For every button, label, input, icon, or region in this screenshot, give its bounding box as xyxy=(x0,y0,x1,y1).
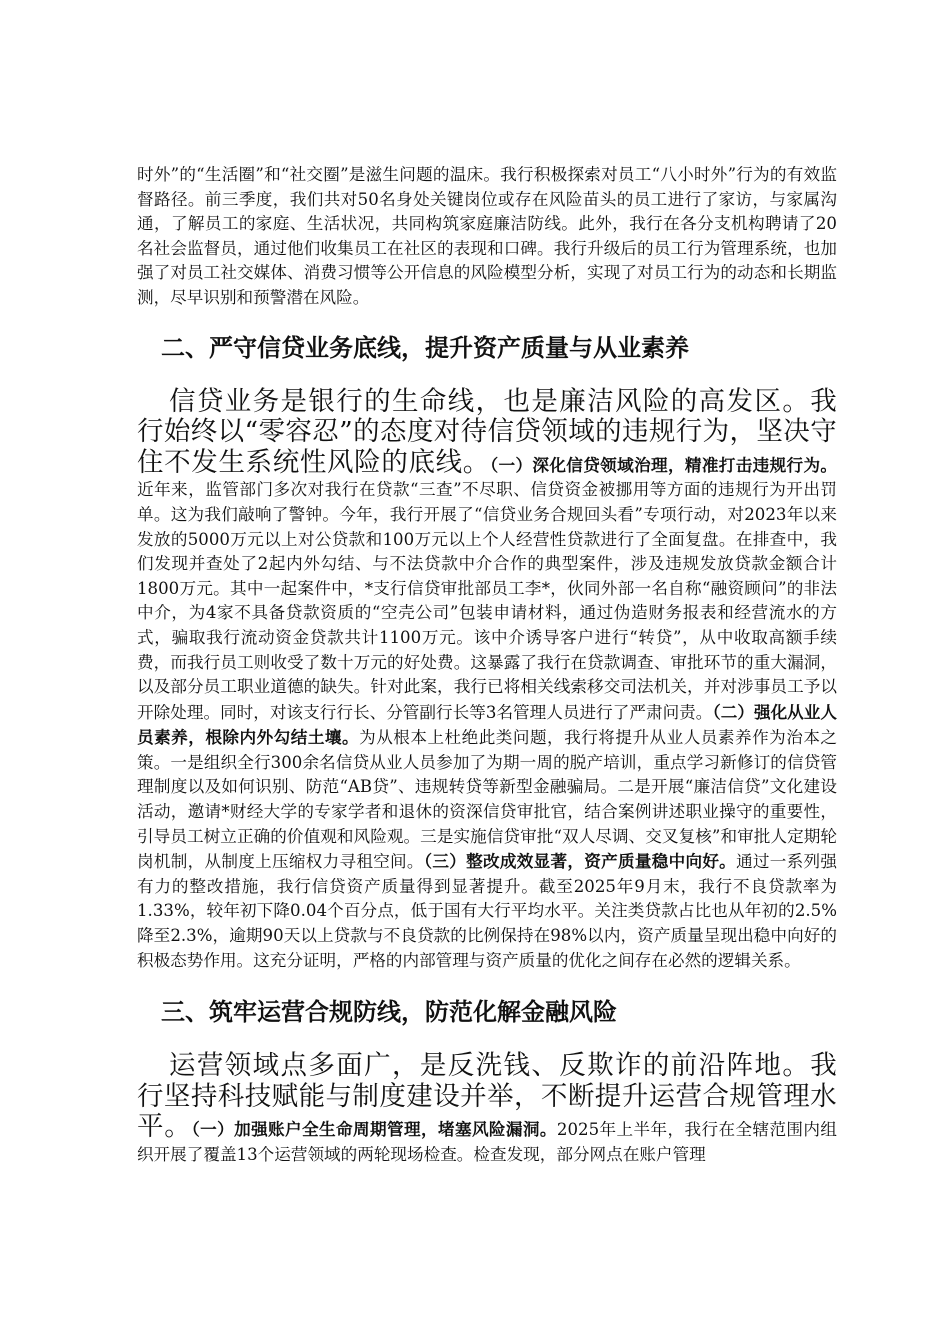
paragraph-operations xyxy=(137,1051,837,1167)
operations-text-1: 2025年上半年，我行在全辖范围内组织开展了覆盖13个运营领域的两轮现场检查。检查发现，部分网点在账户管理 xyxy=(137,1120,838,1164)
operations-subheading-1: （一）加强账户全生命周期管理，堵塞风险漏洞。 xyxy=(191,1119,557,1140)
credit-text-1: 近年来，监管部门多次对我行在贷款“三查”不尽职、信贷资金被挪用等方面的违规行为开出罚单。这为我们敲响了警钟。今年，我行开展了“信贷业务合规回头看”专项行动，对2023年以来发放的5000万元以上对公贷款和100万元以上个人经营性贷款进行了全面复盘。在排查中，我们发现并查处了2起内外勾结、与不法贷款中介合作的典型案件，涉及违规发放贷款金额合计1800万元。其中一起案件中，*支行信贷审批部员工李*，伙同外部一名自称“融资顾问”的非法中介，为4家不具备贷款资质的“空壳公司”包装申请材料，通过伪造财务报表和经营流水的方式，骗取我行流动资金贷款共计1100万元。该中介诱导客户进行“转贷”，从中收取高额手续费，而我行员工则收受了数十万元的好处费。这暴露了我行在贷款调查、审批环节的重大漏洞，以及部分员工职业道德的缺失。针对此案，我行已将相关线索移交司法机关，并对涉事员工予以开除处理。同时，对该支行行长、分管副行长等3名管理人员进行了严肃问责。 xyxy=(137,480,837,722)
section-heading-credit: 二、严守信贷业务底线，提升资产质量与从业素养 xyxy=(161,332,689,362)
credit-subheading-1: （一）深化信贷领域治理，精准打击违规行为。 xyxy=(489,454,837,475)
paragraph-credit xyxy=(137,387,837,974)
credit-text-3: 通过一系列强有力的整改措施，我行信贷资产质量得到显著提升。截至2025年9月末，我行不良贷款率为1.33%，较年初下降0.04个百分点，低于国有大行平均水平。关注类贷款占比也从年初的2.5%降至2.3%，逾期90天以上贷款与不良贷款的比例保持在98%以内，资产质量呈现出稳中向好的积极态势作用。这充分证明，严格的内部管理与资产质量的优化之间存在必然的逻辑关系。 xyxy=(137,852,838,970)
paragraph-employee-supervision: 时外”的“生活圈”和“社交圈”是滋生问题的温床。我行积极探索对员工“八小时外”行为的有效监督路径。前三季度，我们共对50名身处关键岗位或存在风险苗头的员工进行了家访，与家属沟通，了解员工的家庭、生活状况，共同构筑家庭廉洁防线。此外，我行在各分支机构聘请了20名社会监督员，通过他们收集员工在社区的表现和口碑。我行升级后的员工行为管理系统，也加强了对员工社交媒体、消费习惯等公开信息的风险模型分析，实现了对员工行为的动态和长期监测，尽早识别和预警潜在风险。 xyxy=(137,165,837,307)
credit-lead-text: 信贷业务是银行的生命线，也是廉洁风险的高发区。我行始终以“零容忍”的态度对待信贷领域的违规行为，坚决守住不发生系统性风险的底线。 xyxy=(137,385,837,478)
document-page xyxy=(137,163,837,1168)
credit-text-2: 为从根本上杜绝此类问题，我行将提升从业人员素养作为治本之策。一是组织全行300余名信贷从业人员参加了为期一周的脱产培训，重点学习新修订的信贷管理制度以及如何识别、防范“AB贷”、违规转贷等新型金融骗局。二是开展“廉洁信贷”文化建设活动，邀请*财经大学的专家学者和退休的资深信贷审批官，结合案例讲述职业操守的重要性，引导员工树立正确的价值观和风险观。三是实施信贷审批“双人尽调、交叉复核”和审批人定期轮岗机制，从制度上压缩权力寻租空间。 xyxy=(137,728,838,872)
credit-subheading-3: （三）整改成效显著，资产质量稳中向好。 xyxy=(423,851,737,872)
section-heading-operations: 三、筑牢运营合规防线，防范化解金融风险 xyxy=(161,997,617,1027)
credit-subheading-2: （二）强化从业人员素养，根除内外勾结土壤。 xyxy=(137,701,838,748)
operations-lead-text: 运营领域点多面广，是反洗钱、反欺诈的前沿阵地。我行坚持科技赋能与制度建设并举，不断提升运营合规管理水平。 xyxy=(137,1050,837,1143)
